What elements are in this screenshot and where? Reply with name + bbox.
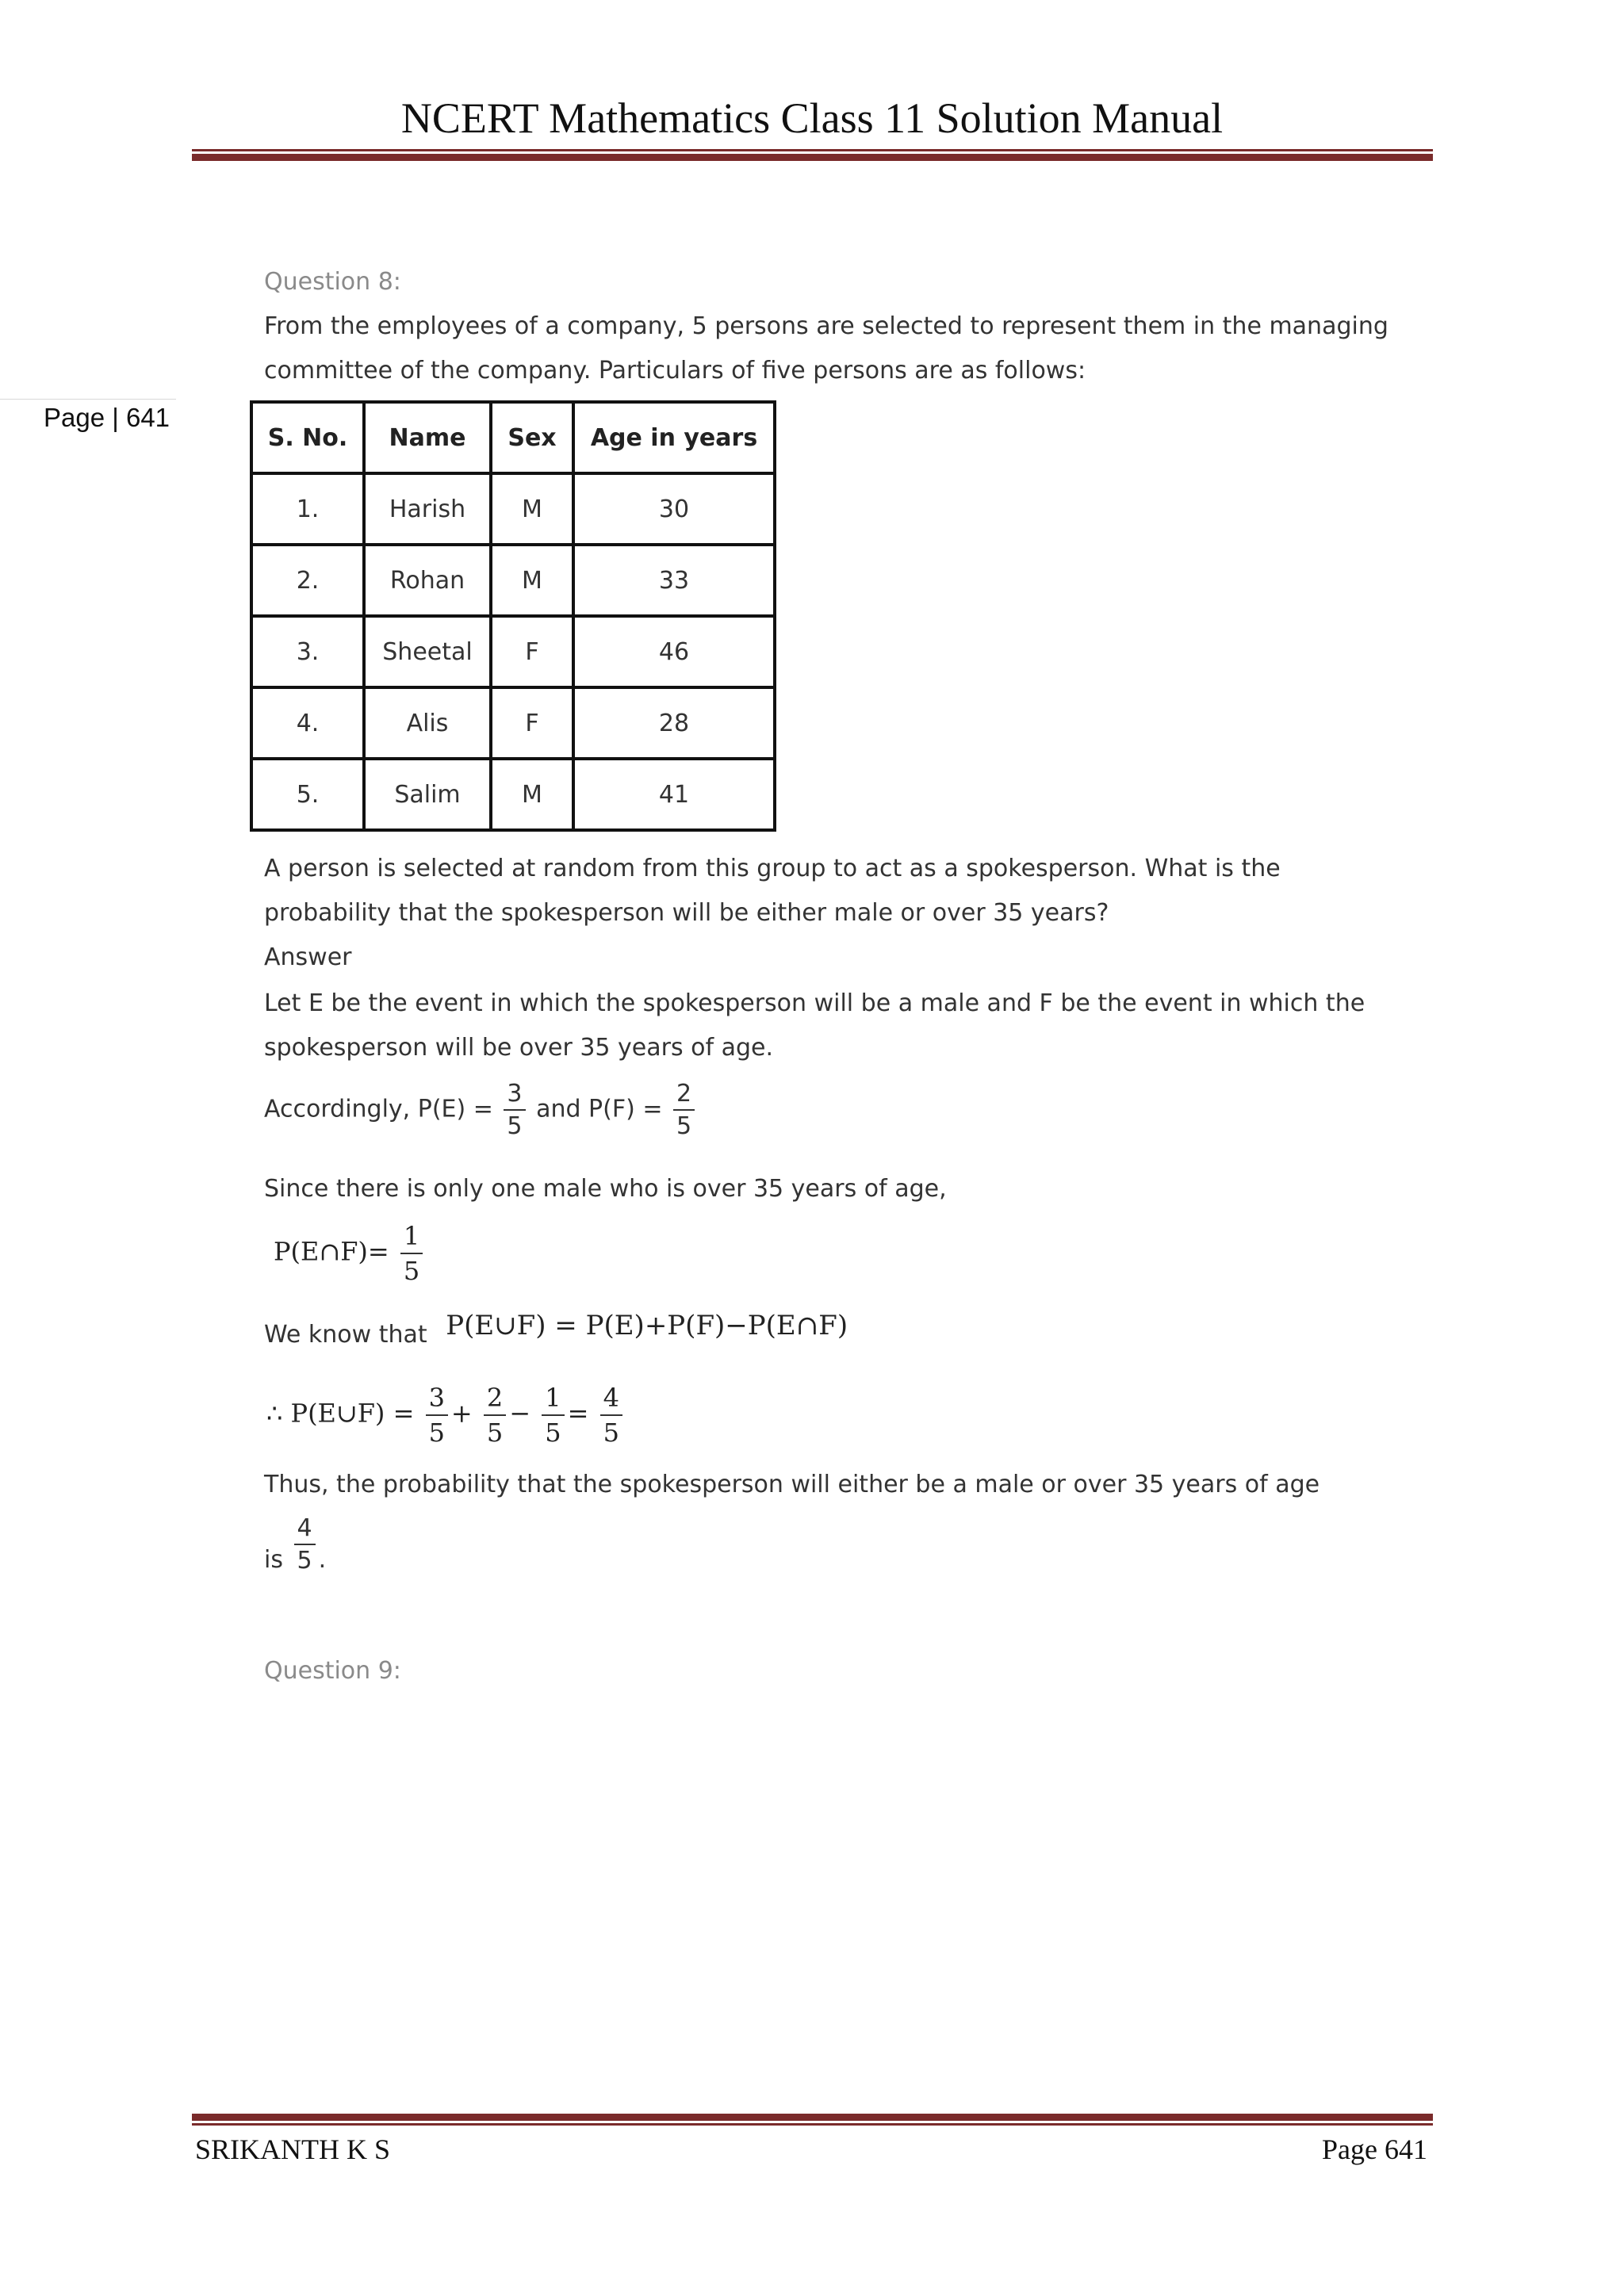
we-know-line [264,1310,848,1349]
side-divider [0,399,176,400]
answer-intro: Let E be the event in which the spokesperson will be a male and F be the event in which the spokesperson will be over 35 years of age. [264,989,1365,1062]
final-answer-line: is $\frac{4}{5}$ . [264,1514,327,1575]
fraction-numerator: 1 [542,1383,564,1416]
accordingly-text: Accordingly, P(E) = [264,1095,493,1123]
side-page-label: Page | 641 [44,403,170,432]
cell-sex: M [491,759,573,830]
cell-age: 28 [573,687,775,759]
fraction-numerator: 4 [600,1383,622,1416]
column-header-sex: Sex [491,402,573,473]
fraction-denominator: 5 [545,1418,561,1448]
column-header-sno: S. No. [251,402,364,473]
fraction-denominator: 5 [403,1256,420,1286]
cell-name: Sheetal [364,616,491,687]
cell-age: 46 [573,616,775,687]
cell-sex: M [491,473,573,545]
and-pf-text: and P(F) = [536,1095,663,1123]
fraction-denominator: 5 [486,1418,504,1448]
we-know-text: We know that [264,1321,427,1349]
p-e-intersect-f [274,1221,426,1286]
footer-rule [192,2114,1433,2126]
fraction-numerator: 3 [504,1080,525,1111]
pe-fraction [504,1080,525,1140]
term-fraction [542,1383,564,1448]
thus-line: Thus, the probability that the spokesperson will either be a male or over 35 years of age [264,1471,1320,1498]
cell-sno: 4. [251,687,364,759]
table-row [251,687,775,759]
cell-sex: F [491,616,573,687]
fraction-numerator: 2 [484,1383,506,1416]
therefore-lhs: ∴ P(E∪F) = [266,1398,415,1429]
question-8-heading: Question 8: [264,268,401,296]
table-row [251,759,775,830]
cell-sno: 5. [251,759,364,830]
cell-sno: 1. [251,473,364,545]
term-fraction [426,1383,448,1448]
cell-age: 30 [573,473,775,545]
page-header-title: NCERT Mathematics Class 11 Solution Manual [400,94,1224,142]
cell-sno: 2. [251,545,364,616]
cell-name: Rohan [364,545,491,616]
answer-label: Answer [264,943,352,971]
cell-age: 41 [573,759,775,830]
cell-name: Harish [364,473,491,545]
table-header-row [251,402,775,473]
result-fraction [600,1383,622,1448]
pef-fraction [400,1221,423,1286]
fraction-denominator: 5 [297,1547,312,1575]
employee-table [250,400,776,832]
footer-author: SRIKANTH K S [195,2133,391,2165]
header-rule [192,149,1433,161]
cell-sex: M [491,545,573,616]
cell-sno: 3. [251,616,364,687]
accordingly-line [264,1080,698,1140]
table-row [251,473,775,545]
since-line: Since there is only one male who is over 35 years of age, [264,1175,947,1203]
column-header-name: Name [364,402,491,473]
fraction-denominator: 5 [428,1418,445,1448]
fraction-denominator: 5 [676,1112,692,1140]
footer-page-number: Page 641 [1322,2133,1427,2165]
fraction-numerator: 1 [400,1221,423,1254]
fraction-denominator: 5 [507,1112,523,1140]
table-row [251,545,775,616]
column-header-age: Age in years [573,402,775,473]
fraction-numerator: 3 [426,1383,448,1416]
p-e-intersect-f-lhs: P(E∩F)= [274,1236,389,1267]
final-fraction [294,1514,316,1575]
therefore-line: ∴ P(E∪F) = $\frac{3}{5}$ + $\frac{2}{5}$ − $\frac{1}{5}$ = $\frac{4}{5}$ [266,1383,626,1448]
question-8-text: From the employees of a company, 5 persons are selected to represent them in the managing committee of the company. Particulars of five persons are as follows: [264,312,1388,385]
cell-name: Salim [364,759,491,830]
fraction-numerator: 4 [294,1514,316,1545]
is-text: is [264,1545,283,1574]
cell-sex: F [491,687,573,759]
question-8-text-2: A person is selected at random from this group to act as a spokesperson. What is the probability that the spokesperson will be either male or over 35 years? [264,855,1281,927]
fraction-numerator: 2 [673,1080,695,1111]
term-fraction [484,1383,506,1448]
cell-name: Alis [364,687,491,759]
table-row [251,616,775,687]
cell-age: 33 [573,545,775,616]
union-formula: P(E∪F) = P(E)+P(F)−P(E∩F) [446,1310,848,1341]
fraction-denominator: 5 [603,1418,619,1448]
pf-fraction [673,1080,695,1140]
question-9-heading: Question 9: [264,1657,401,1685]
